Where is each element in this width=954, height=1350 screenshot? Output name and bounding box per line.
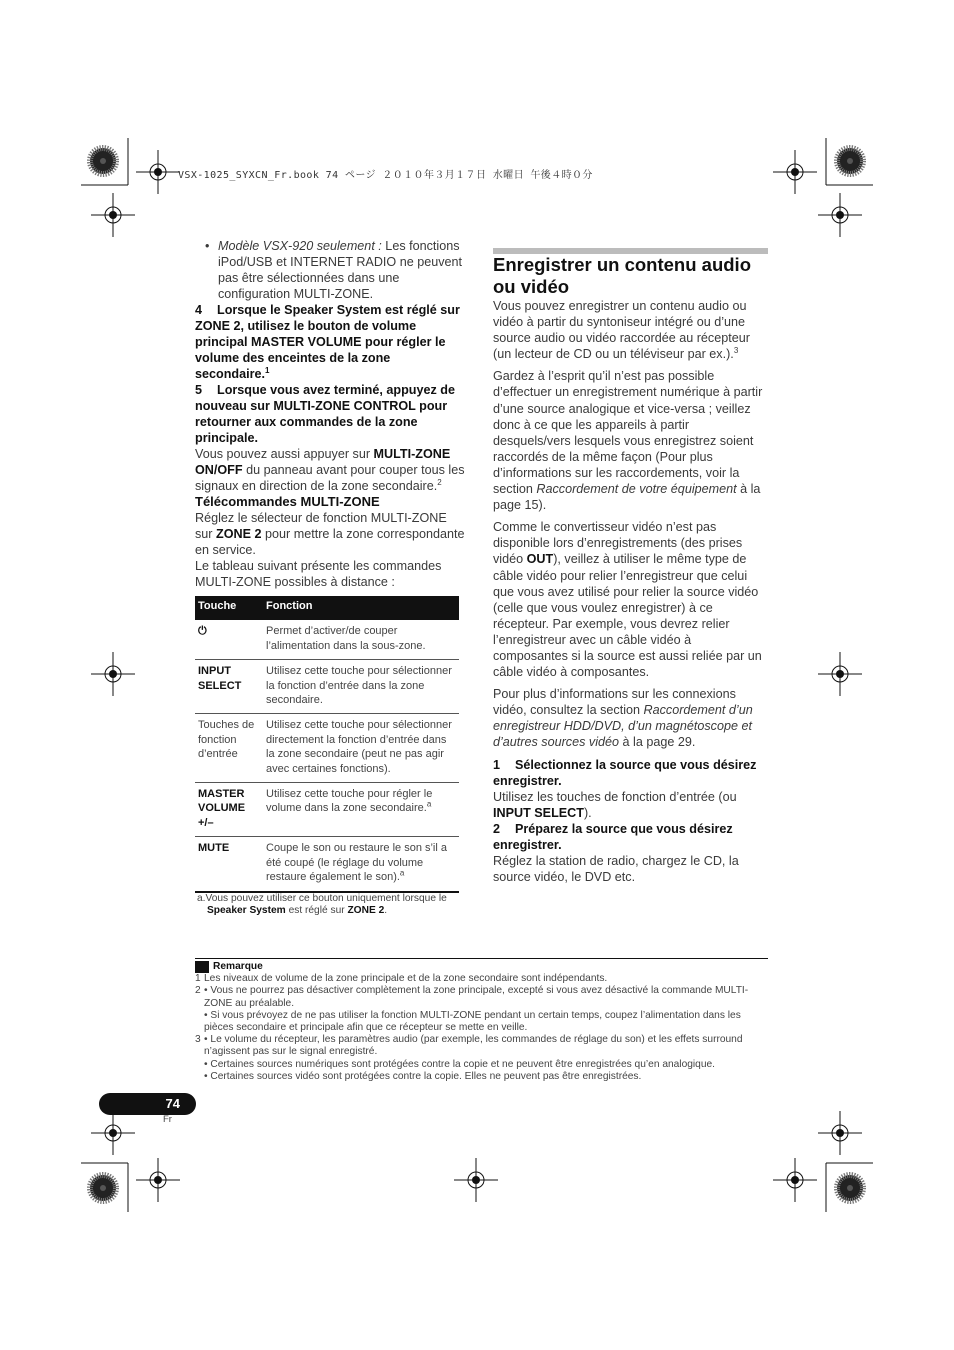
note-number: 2: [195, 985, 201, 997]
note-text: • Certaines sources vidéo sont protégées contre la copie. Elles ne peuvent pas être enregistrées.: [204, 1070, 642, 1082]
table-row: [195, 660, 459, 714]
table-row: [195, 783, 459, 837]
step-1: [493, 757, 769, 789]
footnote-ref: a: [426, 799, 432, 809]
note-1: [195, 973, 768, 985]
step-4: [195, 302, 467, 382]
table-cell-function: [263, 837, 459, 892]
cell-text: Utilisez cette touche pour sélectionner la fonction d’entrée dans la zone secondaire.: [266, 665, 452, 707]
footnote-ref: 1: [265, 365, 270, 375]
column-header-function: Fonction: [263, 596, 459, 620]
note-text: • Le volume du récepteur, les paramètres audio (par exemple, les commandes de réglage du son) et les effets surround n’agissent pas sur le signal enregistré.: [204, 1034, 743, 1058]
para-text: Comme le convertisseur vidéo n’est pas disponible lors d’enregistrements (des prises vidéo: [493, 520, 743, 567]
section-paragraph: [195, 510, 467, 558]
step-text: Préparez la source que vous désirez enregistrer.: [493, 821, 733, 852]
remarque-title: Remarque: [213, 961, 263, 972]
table-header-row: [195, 596, 459, 620]
footnote-text: a.Vous pouvez utiliser ce bouton uniquement lorsque le: [197, 892, 447, 904]
para-strong: ZONE 2: [216, 527, 262, 541]
table-row: [195, 714, 459, 783]
table-cell-function: [263, 783, 459, 837]
step-5-note: [195, 446, 467, 494]
left-column: [195, 238, 467, 917]
bullet-icon: •: [205, 239, 210, 253]
table-row: [195, 620, 459, 659]
para-text: à la page 29.: [619, 735, 696, 750]
divider: [195, 958, 768, 959]
para-strong: OUT: [526, 552, 554, 567]
step-text: Lorsque vous avez terminé, appuyez de nouveau sur MULTI-ZONE CONTROL pour retourner aux commandes de la zone principale.: [195, 383, 455, 445]
note-text: ).: [583, 805, 592, 820]
para-text: Gardez à l’esprit qu’il n’est pas possible d’effectuer un enregistrement numérique à partir d’une source analogique et vice-versa ; veillez donc à ce que les appareils à partir desquels/vers lesquels vous enregistrez soient raccordés de la même façon (Pour plus d’informations sur les raccordements, voir la section: [493, 369, 763, 497]
step-2-note: Réglez la station de radio, chargez le CD, la source vidéo, le DVD etc.: [493, 854, 739, 885]
step-number: 5: [195, 383, 203, 397]
note-icon: [195, 961, 209, 973]
step-5: [195, 382, 467, 446]
footnote-ref: a: [399, 868, 405, 878]
star-mark-bottom-right: [837, 1175, 863, 1201]
para-text: Pour plus d’informations sur les connexions vidéo, consultez la section: [493, 687, 736, 718]
table-cell-function: [263, 660, 459, 714]
note-2: [195, 985, 768, 1034]
table-footnote: [195, 893, 467, 917]
remarque-heading: [195, 961, 768, 973]
cross-reference: Raccordement d’un enregistreur HDD/DVD, d’un magnétoscope et d’autres sources vidéo: [493, 703, 753, 750]
note-number: 1: [195, 973, 201, 985]
note-text: • Si vous prévoyez de ne pas utiliser la fonction MULTI-ZONE pendant un certain temps, coupez l’alimentation dans les pièces secondaire et principale afin que ce récepteur se mette en veille.: [204, 1009, 741, 1034]
para-text: ), veillez à utiliser le même type de câble vidéo pour relier l’enregistreur que celui que vous avez utilisé pour relier la source vidéo (celle que vous voulez enregistrer) à ce récepteur. Par exemple, vous devrez relier l’enregistreur avec un câble vidéo à composantes si la source est aussi reliée par un câble vidéo à composantes.: [493, 552, 762, 680]
model-note: [195, 238, 467, 302]
note-button-name: INPUT SELECT: [493, 805, 584, 820]
paragraph: [493, 368, 769, 513]
cell-text: Coupe le son ou restaure le son s’il a été coupé (le réglage du volume restaure également le son).: [266, 842, 447, 884]
table-cell-key: MASTER VOLUME +/–: [195, 783, 263, 837]
table-row: [195, 837, 459, 892]
step-text: Sélectionnez la source que vous désirez enregistrer.: [493, 757, 757, 788]
cell-text: Permet d’activer/de couper l’alimentation dans la sous-zone.: [266, 625, 426, 652]
note-text: Utilisez les touches de fonction d’entrée (ou: [493, 789, 737, 804]
step-number: 1: [493, 757, 501, 772]
star-mark-top-right: [837, 148, 863, 174]
para-text: pour mettre la zone correspondante en service.: [195, 527, 465, 557]
para-text: Vous pouvez enregistrer un contenu audio ou vidéo à partir du syntoniseur intégré ou d’une source audio ou vidéo raccordée au récepteur (un lecteur de CD ou un téléviseur par ex.).: [493, 299, 750, 362]
page-language: Fr: [163, 1114, 172, 1125]
right-column: [493, 248, 769, 885]
paragraph: [493, 519, 769, 680]
para-text: Réglez le sélecteur de fonction MULTI-ZONE sur: [195, 511, 447, 541]
table-cell-function: [263, 620, 459, 659]
note-text: • Vous ne pourrez pas désactiver complètement la zone principale, excepté si vous avez désactivé la commande MULTI-ZONE au préalable.: [204, 985, 749, 1009]
paragraph: [493, 298, 769, 362]
file-info-header: VSX-1025_SYXCN_Fr.book 74 ページ ２０１０年３月１７日 水曜日 午後４時０分: [178, 170, 593, 181]
step-number: 4: [195, 303, 203, 317]
table-cell-function: [263, 714, 459, 783]
note-text: Les niveaux de volume de la zone principale et de la zone secondaire sont indépendants.: [204, 973, 608, 985]
footnote-text: est réglé sur: [285, 904, 348, 916]
page-number: 74: [99, 1093, 196, 1115]
note-text: • Certaines sources numériques sont protégées contre la copie et ne peuvent être enregistrées qu’en analogique.: [204, 1058, 715, 1070]
cell-text: Utilisez cette touche pour sélectionner directement la fonction d’entrée dans la zone secondaire (peut ne pas agir avec certaines fonctions).: [266, 719, 452, 775]
model-note-label: Modèle VSX-920 seulement :: [218, 239, 382, 253]
star-mark-top-left: [90, 148, 116, 174]
star-mark-bottom-left: [90, 1175, 116, 1201]
table-cell-key: MUTE: [195, 837, 263, 892]
step-2: [493, 821, 769, 853]
paragraph: [493, 686, 769, 750]
step-text: Lorsque le Speaker System est réglé sur ZONE 2, utilisez le bouton de volume principal MASTER VOLUME pour régler le volume des enceintes de la zone secondaire.: [195, 303, 460, 381]
table-cell-key: Touches de fonction d’entrée: [195, 714, 263, 783]
para-text: à la page 15).: [493, 482, 761, 513]
note-button-name: MULTI-ZONE ON/OFF: [195, 447, 451, 477]
column-header-key: Touche: [195, 596, 263, 620]
note-3: [195, 1034, 768, 1083]
step-1-note: [493, 789, 769, 821]
note-text: du panneau avant pour couper tous les signaux en direction de la zone secondaire.: [195, 463, 465, 493]
table-cell-key: INPUT SELECT: [195, 660, 263, 714]
cell-text: Utilisez cette touche pour régler le volume dans la zone secondaire.: [266, 788, 433, 815]
cross-reference: Raccordement de votre équipement: [536, 482, 737, 497]
footnote-strong: ZONE 2: [347, 904, 385, 916]
note-text: Vous pouvez aussi appuyer sur: [195, 447, 374, 461]
section-paragraph: Le tableau suivant présente les commandes MULTI-ZONE possibles à distance :: [195, 559, 442, 589]
step-number: 2: [493, 821, 501, 836]
note-number: 3: [195, 1034, 201, 1046]
footnote-text: .: [384, 904, 388, 916]
model-note-text: Les fonctions iPod/USB et INTERNET RADIO ne peuvent pas être sélectionnées dans une configuration MULTI-ZONE.: [218, 239, 463, 301]
section-title: Télécommandes MULTI-ZONE: [195, 494, 380, 509]
page-title: Enregistrer un contenu audio ou vidéo: [493, 254, 751, 297]
remarque-notes: [195, 958, 768, 1083]
footnote-ref: 2: [437, 477, 442, 487]
power-icon: ⏻: [195, 620, 263, 659]
footnote-ref: 3: [733, 346, 739, 356]
multizone-commands-table: [195, 596, 459, 893]
footnote-strong: Speaker System: [207, 904, 286, 916]
